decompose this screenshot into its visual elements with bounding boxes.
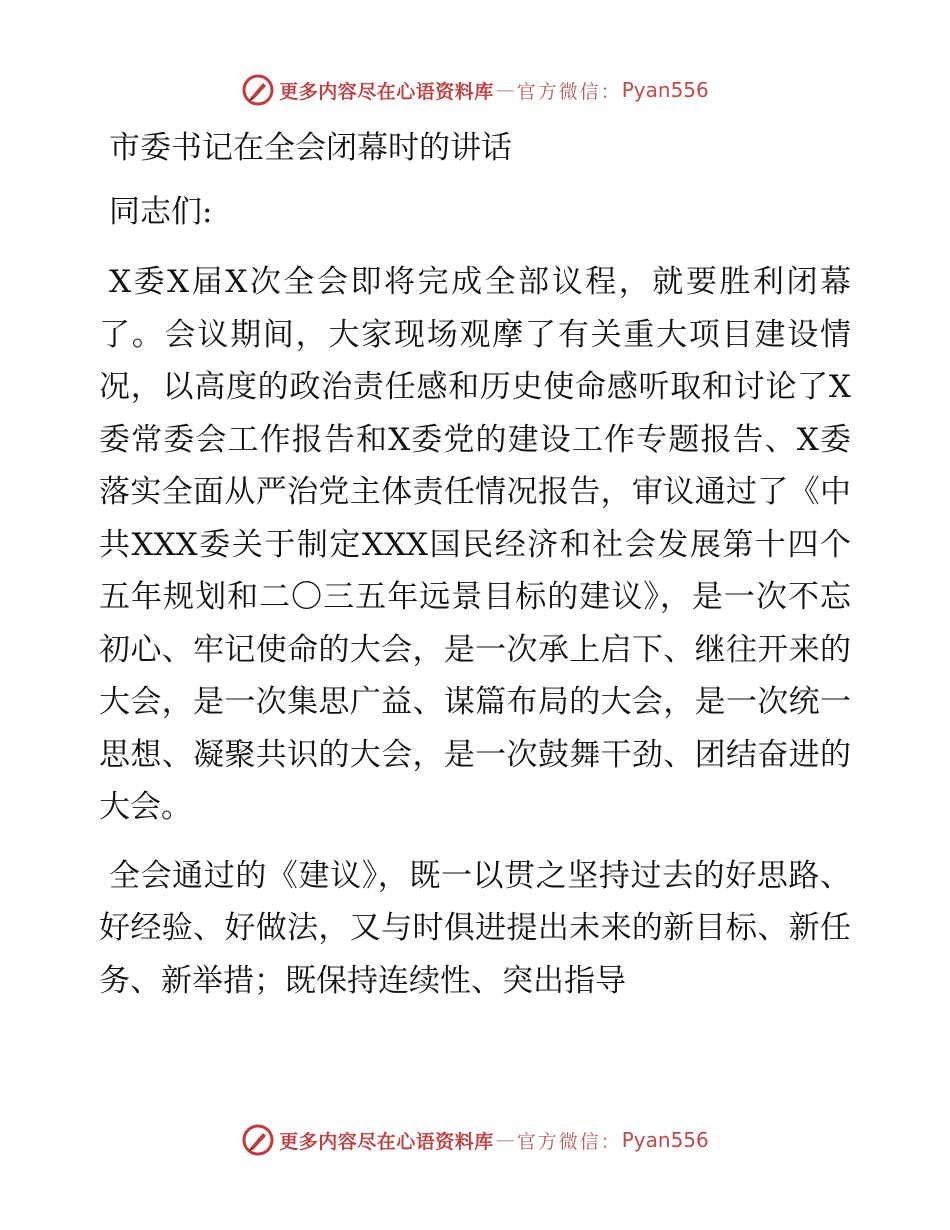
watermark-brand: 更多内容尽在心语资料库 xyxy=(279,1130,494,1153)
document-salutation: 同志们: xyxy=(109,193,213,230)
watermark-wechat-id: Pyan556 xyxy=(621,78,709,102)
document-paragraph-1: X委X届X次全会即将完成全部议程，就要胜利闭幕了。会议期间，大家现场观摩了有关重大项目建设情况，以高度的政治责任感和历史使命感听取和讨论了X委常委会工作报告和X委党的建设工作专题报告、X委落实全面从严治党主体责任情况报告，审议通过了《中共XXX委关于制定XXX国民经济和社会发展第十四个五年规划和二〇三五年远景目标的建议》，是一次不忘初心、牢记使命的大会，是一次承上启下、继往开来的大会，是一次集思广益、谋篇布局的大会，是一次统一思想、凝聚共识的大会，是一次鼓舞干劲、团结奋进的大会。 xyxy=(99,264,851,825)
pen-logo-icon xyxy=(241,1123,275,1157)
watermark-separator: — xyxy=(495,1129,515,1151)
watermark-separator: — xyxy=(495,79,515,101)
document-title: 市委书记在全会闭幕时的讲话 xyxy=(109,130,512,166)
watermark-official-label: 官方微信： xyxy=(516,1130,622,1153)
watermark-brand: 更多内容尽在心语资料库 xyxy=(279,80,494,103)
pen-logo-icon xyxy=(241,73,275,107)
document-body xyxy=(99,122,851,1023)
watermark-official-label: 官方微信： xyxy=(516,80,622,103)
watermark-wechat-id: Pyan556 xyxy=(621,1128,709,1152)
document-paragraph-2: 全会通过的《建议》，既一以贯之坚持过去的好思路、好经验、好做法，又与时俱进提出未来的新目标、新任务、新举措；既保持连续性、突出指导 xyxy=(99,857,851,999)
footer-watermark xyxy=(0,1120,950,1160)
header-watermark xyxy=(0,70,950,110)
